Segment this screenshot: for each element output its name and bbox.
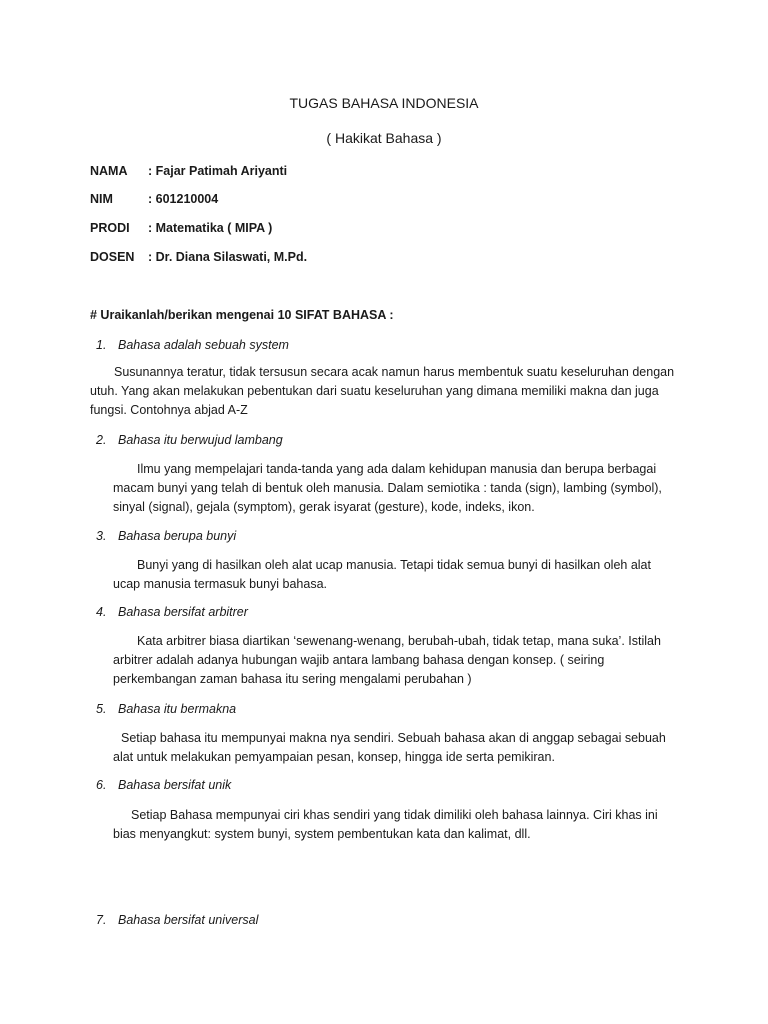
identity-row-prodi bbox=[90, 221, 272, 235]
identity-key: PRODI bbox=[90, 221, 130, 235]
identity-value: : Fajar Patimah Ariyanti bbox=[148, 164, 288, 178]
item-title: Bahasa bersifat unik bbox=[118, 778, 232, 792]
item-paragraph-4: Kata arbitrer biasa diartikan ‘sewenang-wenang, berubah-ubah, tidak tetap, mana suka’. Istilah arbitrer adalah adanya hubungan wajib antara lambang bahasa dengan konsep. ( seiring perkembangan zaman bahasa itu sering mengalami perubahan ) bbox=[113, 634, 661, 686]
item-number: 3. bbox=[96, 529, 107, 543]
list-item-7 bbox=[96, 913, 258, 927]
item-title: Bahasa berupa bunyi bbox=[118, 529, 237, 543]
list-item-5 bbox=[96, 702, 236, 716]
identity-key: NAMA bbox=[90, 164, 128, 178]
document-title: TUGAS BAHASA INDONESIA bbox=[289, 95, 479, 111]
list-item-2 bbox=[96, 433, 283, 447]
identity-value: : Dr. Diana Silaswati, M.Pd. bbox=[148, 250, 308, 264]
item-number: 1. bbox=[96, 338, 107, 352]
item-title: Bahasa bersifat arbitrer bbox=[118, 605, 248, 619]
list-item-1 bbox=[96, 338, 289, 352]
item-paragraph-2: Ilmu yang mempelajari tanda-tanda yang ada dalam kehidupan manusia dan berupa berbagai macam bunyi yang telah di bentuk oleh manusia. Dalam semiotika : tanda (sign), lambing (symbol), sinyal (signal), gejala (symptom), gerak isyarat (gesture), kode, indeks, ikon. bbox=[113, 462, 662, 514]
list-item-6 bbox=[96, 778, 231, 792]
item-paragraph-1: Susunannya teratur, tidak tersusun secara acak namun harus membentuk suatu keseluruhan dengan utuh. Yang akan melakukan pebentukan dari suatu keseluruhan yang dimana memiliki makna dan juga fungsi. Contohnya abjad A-Z bbox=[90, 365, 675, 417]
item-title: Bahasa adalah sebuah system bbox=[118, 338, 289, 352]
item-paragraph-5: Setiap bahasa itu mempunyai makna nya sendiri. Sebuah bahasa akan di anggap sebagai sebuah alat untuk melakukan pemyampaian pesan, konsep, hingga ide serta pemikiran. bbox=[113, 731, 666, 764]
question-heading: # Uraikanlah/berikan mengenai 10 SIFAT BAHASA : bbox=[90, 308, 394, 322]
identity-row-nim bbox=[90, 192, 218, 206]
identity-value: : 601210004 bbox=[148, 192, 219, 206]
item-paragraph-6: Setiap Bahasa mempunyai ciri khas sendiri yang tidak dimiliki oleh bahasa lainnya. Ciri khas ini bias menyangkut: system bunyi, system pembentukan kata dan kalimat, dll. bbox=[113, 808, 658, 841]
item-number: 2. bbox=[96, 433, 107, 447]
item-title: Bahasa bersifat universal bbox=[118, 913, 259, 927]
identity-key: DOSEN bbox=[90, 250, 135, 264]
identity-key: NIM bbox=[90, 192, 113, 206]
list-item-3 bbox=[96, 529, 236, 543]
identity-value: : Matematika ( MIPA ) bbox=[148, 221, 273, 235]
identity-row-dosen bbox=[90, 250, 307, 264]
item-paragraph-3: Bunyi yang di hasilkan oleh alat ucap manusia. Tetapi tidak semua bunyi di hasilkan oleh alat ucap manusia termasuk bunyi bahasa. bbox=[113, 558, 651, 591]
item-number: 6. bbox=[96, 778, 107, 792]
identity-row-nama bbox=[90, 164, 287, 178]
document-subtitle: ( Hakikat Bahasa ) bbox=[326, 130, 442, 146]
item-number: 4. bbox=[96, 605, 107, 619]
list-item-4 bbox=[96, 605, 248, 619]
item-number: 7. bbox=[96, 913, 107, 927]
item-title: Bahasa itu bermakna bbox=[118, 702, 237, 716]
item-number: 5. bbox=[96, 702, 107, 716]
item-title: Bahasa itu berwujud lambang bbox=[118, 433, 283, 447]
